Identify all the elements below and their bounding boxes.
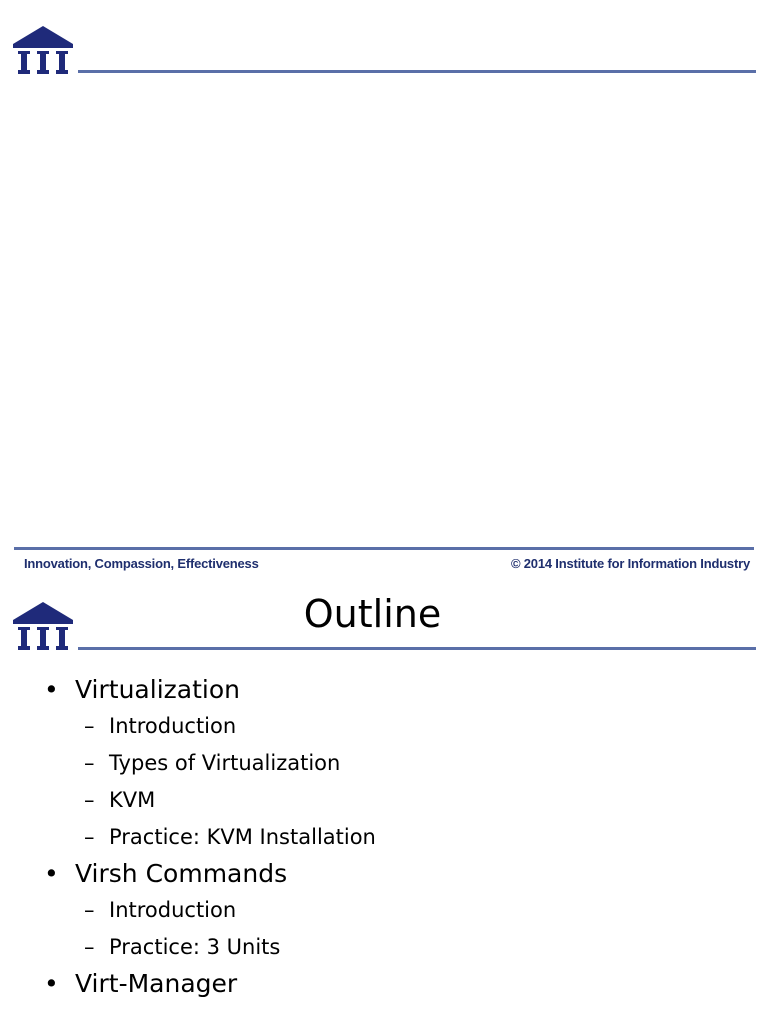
footer-left-text: Innovation, Compassion, Effectiveness (24, 556, 259, 571)
outline-subitem: – Practice: KVM Installation (0, 819, 768, 856)
outline-subitem: – Practice: 3 Units (0, 929, 768, 966)
outline-subitem: – Introduction (0, 708, 768, 745)
slide-title: Outline (303, 592, 442, 636)
outline-item: • Virt-Manager (0, 966, 768, 1002)
header-rule (78, 70, 756, 73)
iii-logo-icon (11, 24, 75, 76)
header-rule (78, 647, 756, 650)
outline-item: • Virsh Commands (0, 856, 768, 892)
footer-rule (14, 547, 754, 550)
outline-subitem: – KVM (0, 782, 768, 819)
outline-subitem: – Types of Virtualization (0, 745, 768, 782)
outline-list (0, 672, 768, 1002)
footer-right-text: © 2014 Institute for Information Industry (510, 556, 750, 571)
outline-subitem: – Introduction (0, 892, 768, 929)
outline-item: • Virtualization (0, 672, 768, 708)
